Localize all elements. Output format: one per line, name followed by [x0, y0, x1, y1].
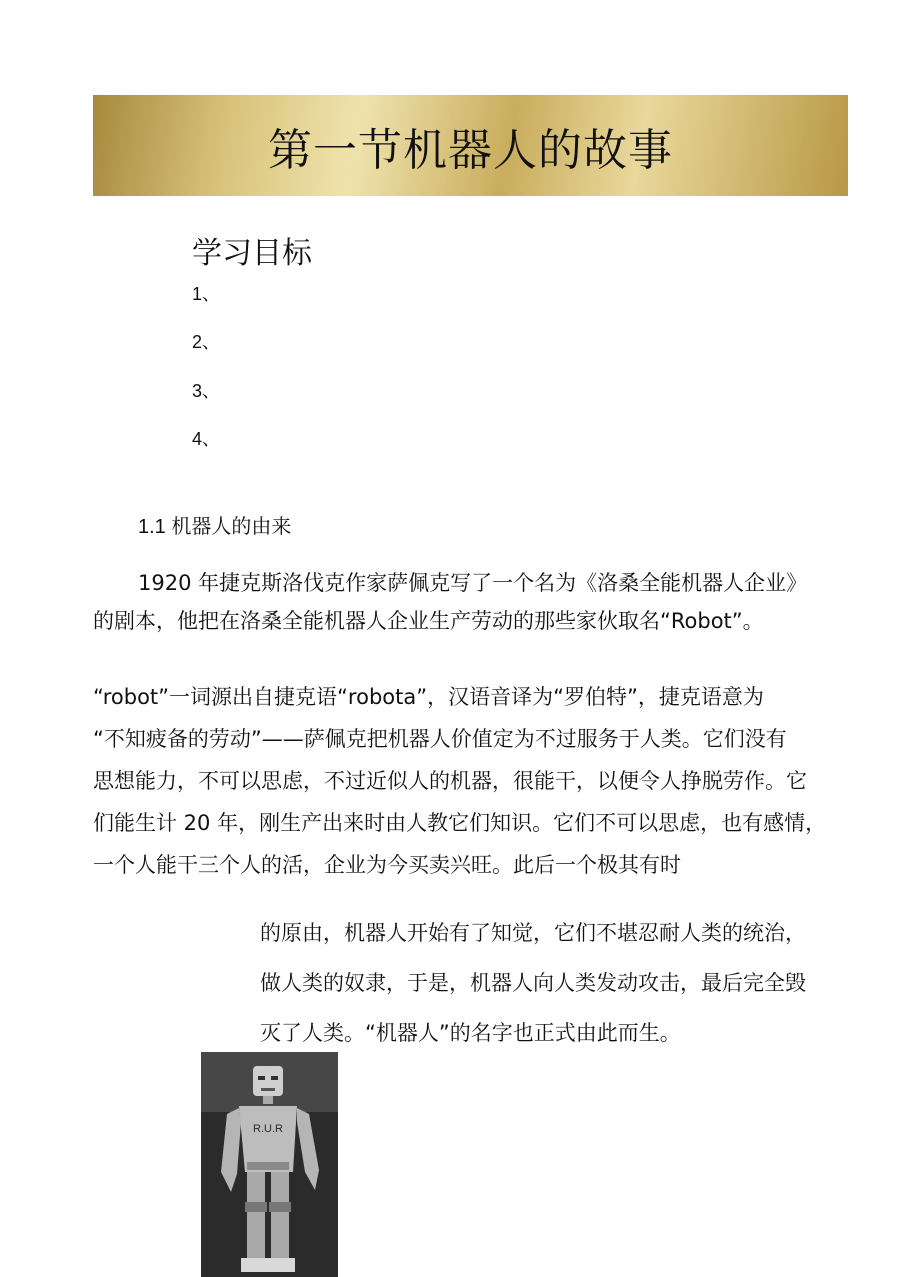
- robot-figure-icon: [201, 1052, 338, 1277]
- paragraph-ending: [260, 908, 835, 1058]
- paragraph-line: 的剧本，他把在洛桑全能机器人企业生产劳动的那些家伙取名“Robot”。: [93, 609, 764, 633]
- paragraph-line: “不知疲备的劳动”——萨佩克把机器人价值定为不过服务于人类。它们没有: [93, 727, 787, 751]
- goal-item: 2、: [192, 332, 221, 352]
- paragraph-line: 们能生计 20 年，刚生产出来时由人教它们知识。它们不可以思虑，也有感情，: [93, 811, 827, 835]
- page-title: 第一节机器人的故事: [268, 124, 673, 176]
- robot-chest-label: R.U.R: [253, 1123, 283, 1135]
- paragraph-line: 灭了人类。“机器人”的名字也正式由此而生。: [260, 1021, 681, 1045]
- paragraph-line: 一个人能干三个人的活，企业为今买卖兴旺。此后一个极其有时: [93, 853, 681, 877]
- paragraph-etymology: [93, 676, 838, 886]
- paragraph-line: 做人类的奴隶，于是，机器人向人类发动攻击，最后完全毁: [260, 971, 806, 995]
- title-banner: [93, 95, 848, 196]
- paragraph-line: 1920 年捷克斯洛伐克作家萨佩克写了一个名为《洛桑全能机器人企业》: [138, 571, 808, 595]
- goal-item: 1、: [192, 284, 221, 304]
- section-heading: 1.1 机器人的由来: [138, 516, 292, 538]
- paragraph-origin: [93, 564, 843, 640]
- robot-photo: [201, 1052, 338, 1277]
- goal-item: 4、: [192, 429, 221, 449]
- paragraph-line: 思想能力，不可以思虑，不过近似人的机器，很能干，以便令人挣脱劳作。它: [93, 769, 807, 793]
- learning-goals-heading: 学习目标: [192, 236, 312, 271]
- paragraph-line: “robot”一词源出自捷克语“robota”，汉语音译为“罗伯特”，捷克语意为: [93, 685, 764, 709]
- paragraph-line: 的原由，机器人开始有了知觉，它们不堪忍耐人类的统治，: [260, 921, 806, 945]
- goal-item: 3、: [192, 381, 221, 401]
